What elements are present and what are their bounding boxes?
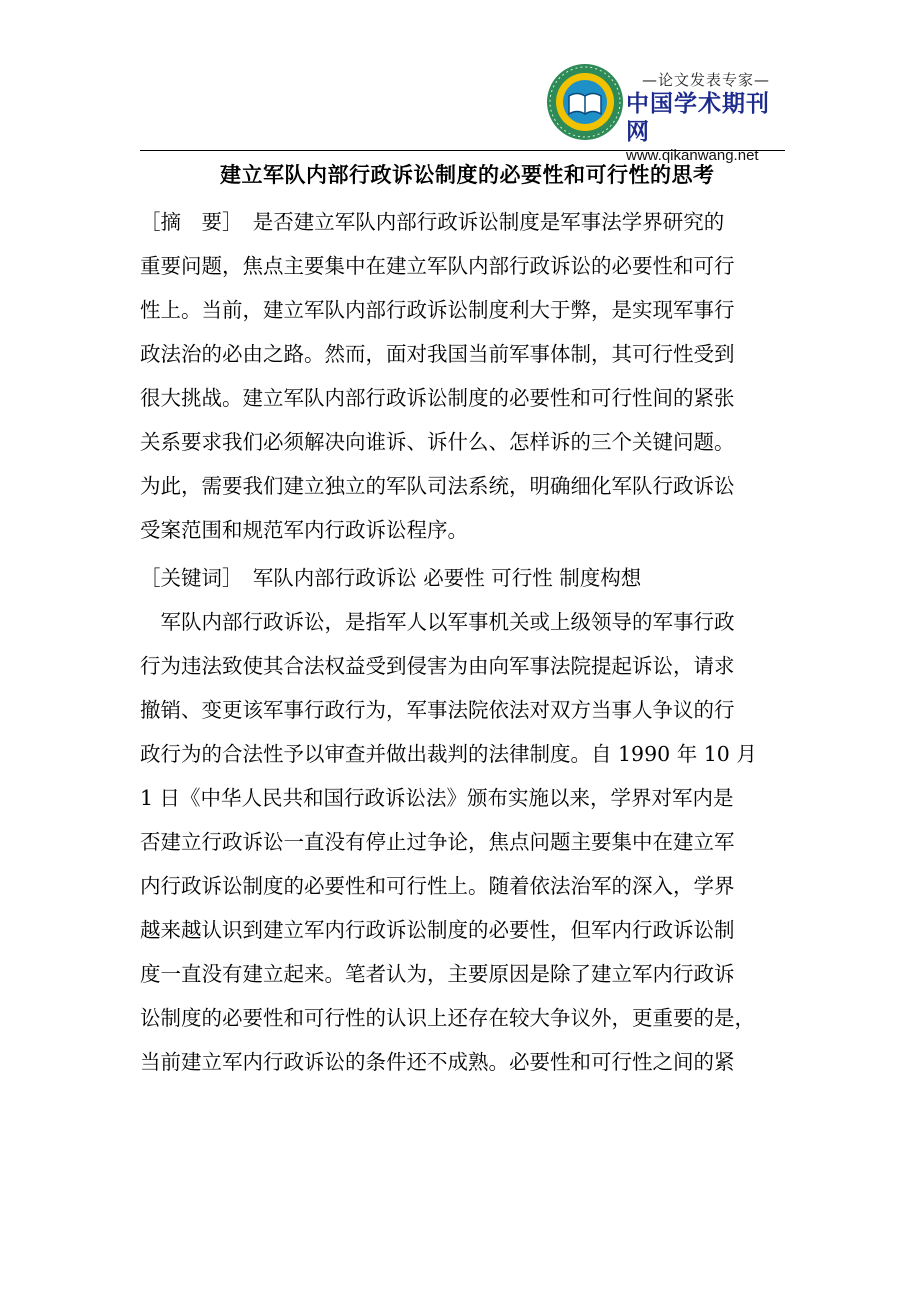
abstract-line: 很大挑战。建立军队内部行政诉讼制度的必要性和可行性间的紧张 xyxy=(140,386,735,410)
logo-url: www.qikanwang.net xyxy=(626,147,759,164)
document-title: 建立军队内部行政诉讼制度的必要性和可行性的思考 xyxy=(220,162,715,187)
body-line: 军队内部行政诉讼，是指军人以军事机关或上级领导的军事行政 xyxy=(140,610,735,634)
body-line: 政行为的合法性予以审查并做出裁判的法律制度。自 1990 年 10 月 xyxy=(140,742,757,766)
abstract-line: 重要问题，焦点主要集中在建立军队内部行政诉讼的必要性和可行 xyxy=(140,254,735,278)
logo-tagline: —论文发表专家— xyxy=(641,71,770,89)
document-body xyxy=(140,200,768,1084)
body-line: 1 日《中华人民共和国行政诉讼法》颁布实施以来，学界对军内是 xyxy=(140,786,734,810)
body-line: 度一直没有建立起来。笔者认为，主要原因是除了建立军内行政诉 xyxy=(140,962,735,986)
body-paragraph xyxy=(140,600,768,1084)
body-line: 行为违法致使其合法权益受到侵害为由向军事法院提起诉讼，请求 xyxy=(140,654,735,678)
abstract-line: 受案范围和规范军内行政诉讼程序。 xyxy=(140,518,468,542)
logo-brand-name: 中国学术期刊网 xyxy=(626,91,770,145)
body-line: 当前建立军内行政诉讼的条件还不成熟。必要性和可行性之间的紧 xyxy=(140,1050,735,1074)
abstract-line: 性上。当前，建立军队内部行政诉讼制度利大于弊，是实现军事行 xyxy=(140,298,735,322)
header-divider xyxy=(140,150,785,151)
abstract-line: 政法治的必由之路。然而，面对我国当前军事体制，其可行性受到 xyxy=(140,342,735,366)
book-seal-icon xyxy=(545,62,625,142)
abstract-line: ［摘 要］ 是否建立军队内部行政诉讼制度是军事法学界研究的 xyxy=(140,210,725,234)
journal-logo-text xyxy=(626,70,786,166)
body-line: 讼制度的必要性和可行性的认识上还存在较大争议外，更重要的是， xyxy=(140,1006,755,1030)
abstract-line: 为此，需要我们建立独立的军队司法系统，明确细化军队行政诉讼 xyxy=(140,474,735,498)
body-line: 否建立行政诉讼一直没有停止过争论，焦点问题主要集中在建立军 xyxy=(140,830,735,854)
keywords-paragraph xyxy=(140,556,768,600)
body-line: 内行政诉讼制度的必要性和可行性上。随着依法治军的深入，学界 xyxy=(140,874,735,898)
body-line: 撤销、变更该军事行政行为，军事法院依法对双方当事人争议的行 xyxy=(140,698,735,722)
keywords-line: ［关键词］ 军队内部行政诉讼 必要性 可行性 制度构想 xyxy=(140,566,642,590)
body-line: 越来越认识到建立军内行政诉讼制度的必要性，但军内行政诉讼制 xyxy=(140,918,735,942)
abstract-line: 关系要求我们必须解决向谁诉、诉什么、怎样诉的三个关键问题。 xyxy=(140,430,735,454)
journal-logo-seal xyxy=(545,62,625,142)
abstract-paragraph xyxy=(140,200,768,552)
